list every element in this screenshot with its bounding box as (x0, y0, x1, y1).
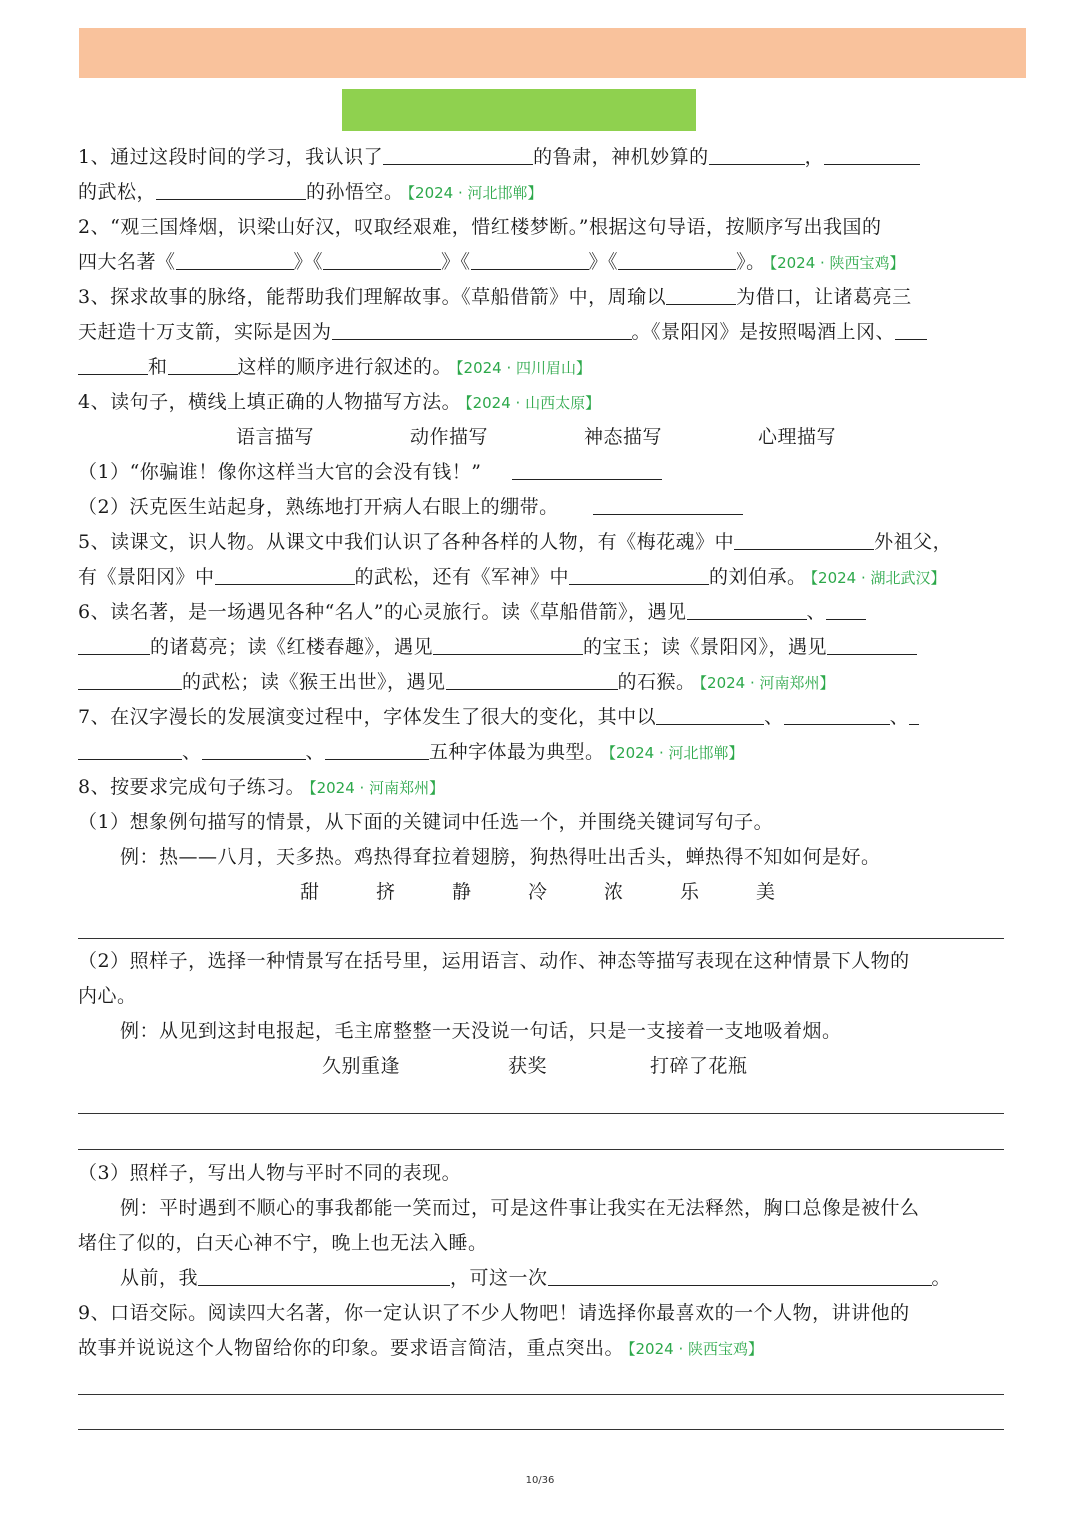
q6-blank-1[interactable] (687, 597, 807, 620)
q5-line2 (78, 560, 1004, 595)
q6-text: 的武松；读《猴王出世》，遇见 (182, 671, 446, 693)
q3-line3 (78, 350, 1004, 385)
q7-blank-3[interactable] (909, 702, 919, 725)
q1-blank-2[interactable] (709, 142, 805, 165)
scenario-option: 久别重逢 (322, 1055, 401, 1077)
q6-blank-3[interactable] (78, 632, 150, 655)
q8-p3 (78, 1156, 1004, 1191)
q5-text: 外祖父， (874, 531, 953, 553)
q2-blank-3[interactable] (471, 247, 589, 270)
q6-blank-4[interactable] (433, 632, 583, 655)
q4-blank-1[interactable] (512, 457, 662, 480)
q7-blank-5[interactable] (202, 737, 306, 760)
q8-part3-text: 从前，我 (120, 1267, 199, 1289)
q1-blank-4[interactable] (156, 177, 306, 200)
q8-part1-prompt: （1）想象例句描写的情景，从下面的关键词中任选一个，并围绕关键词写句子。 (78, 811, 774, 833)
q4-options (78, 420, 1004, 455)
q8-p1-example (78, 840, 1004, 875)
source-tag: 【2024 · 湖北武汉】 (810, 569, 946, 587)
source-tag: 【2024 · 陕西宝鸡】 (769, 254, 905, 272)
q8-part1-example: 例：热——八月，天多热。鸡热得耷拉着翅膀，狗热得吐出舌头，蝉热得不知如何是好。 (120, 846, 881, 868)
source-tag: 【2024 · 河北邯郸】 (608, 744, 744, 762)
source-tag: 【2024 · 河南郑州】 (309, 779, 445, 797)
q3-blank-1[interactable] (666, 282, 736, 305)
q8-part3-example: 例：平时遇到不顺心的事我都能一笑而过，可是这件事让我实在无法释然，胸口总像是被什么 (120, 1197, 920, 1219)
q2-line1 (78, 210, 1004, 245)
q9-line1 (78, 1296, 1004, 1331)
q4-option: 神态描写 (584, 426, 663, 448)
q7-line2 (78, 735, 1004, 770)
q4-text: 4、读句子，横线上填正确的人物描写方法。 (78, 391, 462, 413)
section-title-banner (342, 89, 696, 131)
q8-line1 (78, 770, 1004, 805)
q3-blank-5[interactable] (168, 352, 238, 375)
q4-option: 心理描写 (758, 426, 837, 448)
q2-text: 四大名著《 (78, 251, 176, 273)
q1-blank-1[interactable] (383, 142, 533, 165)
scenario-option: 打碎了花瓶 (650, 1055, 748, 1077)
q6-line2 (78, 630, 1004, 665)
q6-blank-7[interactable] (446, 667, 618, 690)
q1-line2 (78, 175, 1004, 210)
keyword: 冷 (528, 881, 548, 903)
q7-text: 、 (889, 706, 910, 728)
q8-part2-prompt: （2）照样子，选择一种情景写在括号里，运用语言、动作、神态等描写表现在这种情景下人物的 (78, 950, 910, 972)
q2-text: 》《 (441, 251, 471, 273)
scenario-option: 获奖 (508, 1055, 548, 1077)
q6-blank-6[interactable] (78, 667, 182, 690)
q2-text: 》《 (588, 251, 619, 273)
q8-part3-example: 堵住了似的，白天心神不宁，晚上也无法入睡。 (78, 1232, 488, 1254)
q7-text: 、 (305, 741, 326, 763)
q3-blank-3[interactable] (895, 317, 927, 340)
q8-text: 8、按要求完成句子练习。 (78, 776, 306, 798)
q7-blank-4[interactable] (78, 737, 182, 760)
q7-blank-2[interactable] (784, 702, 890, 725)
q5-text: 的武松，还有《军神》中 (354, 566, 570, 588)
q3-line1 (78, 280, 1004, 315)
q7-blank-1[interactable] (656, 702, 764, 725)
q3-text: 和 (148, 356, 168, 378)
q4-sentence: （2）沃克医生站起身，熟练地打开病人右眼上的绷带。 (78, 496, 559, 518)
q9-line2 (78, 1331, 1004, 1366)
q4-blank-2[interactable] (593, 492, 743, 515)
q6-text: 、 (806, 601, 827, 623)
q8-part2-prompt: 内心。 (78, 985, 137, 1007)
q8-p1-words (78, 875, 1004, 910)
keyword: 挤 (376, 881, 396, 903)
q3-blank-4[interactable] (78, 352, 148, 375)
q3-blank-2[interactable] (332, 317, 632, 340)
q3-text: 3、探求故事的脉络，能帮助我们理解故事。《草船借箭》中，周瑜以 (78, 286, 667, 308)
q8-p1 (78, 805, 1004, 840)
keyword: 美 (756, 881, 776, 903)
q8-blank-1[interactable] (198, 1263, 450, 1286)
q5-blank-2[interactable] (215, 562, 355, 585)
q3-text: 天赶造十万支箭，实际是因为 (78, 321, 332, 343)
q8-part3-text: 。 (931, 1267, 952, 1289)
q7-text: 7、在汉字漫长的发展演变过程中，字体发生了很大的变化，其中以 (78, 706, 657, 728)
q2-blank-2[interactable] (323, 247, 441, 270)
q4-sentence: （1）“你骗谁！像你这样当大官的会没有钱！” (78, 461, 482, 483)
page-number: 10/36 (525, 1475, 555, 1486)
q8-p2 (78, 944, 1004, 979)
q2-blank-1[interactable] (176, 247, 294, 270)
q1-line1 (78, 140, 1004, 175)
q2-text: 2、“观三国烽烟，识梁山好汉，叹取经艰难，惜红楼梦断。”根据这句导语，按顺序写出我国的 (78, 216, 882, 238)
answer-line[interactable] (78, 1429, 1004, 1430)
q7-text: 五种字体最为典型。 (429, 741, 605, 763)
keyword: 乐 (680, 881, 700, 903)
q7-blank-6[interactable] (325, 737, 429, 760)
q6-blank-2[interactable] (826, 597, 866, 620)
q7-text: 、 (182, 741, 202, 763)
q6-text: 的宝玉；读《景阳冈》，遇见 (583, 636, 828, 658)
q5-blank-3[interactable] (569, 562, 709, 585)
q3-text: 。《景阳冈》是按照喝酒上冈、 (631, 321, 896, 343)
source-tag: 【2024 · 山西太原】 (465, 394, 601, 412)
q2-text: 》。 (736, 251, 766, 273)
q7-text: 、 (764, 706, 784, 728)
worksheet (78, 140, 1004, 1430)
keyword: 甜 (300, 881, 320, 903)
source-tag: 【2024 · 陕西宝鸡】 (628, 1340, 763, 1358)
q3-text: 为借口，让诸葛亮三 (736, 286, 912, 308)
source-tag: 【2024 · 四川眉山】 (456, 359, 592, 377)
q6-blank-5[interactable] (827, 632, 917, 655)
q7-line1 (78, 700, 1004, 735)
q4-option: 动作描写 (410, 426, 489, 448)
q4-line1 (78, 385, 1004, 420)
q8-p3-example2 (78, 1226, 1004, 1261)
q3-line2 (78, 315, 1004, 350)
q5-blank-1[interactable] (734, 527, 874, 550)
q6-text: 6、读名著，是一场遇见各种“名人”的心灵旅行。读《草船借箭》，遇见 (78, 601, 687, 623)
q9-text: 故事并说说这个人物留给你的印象。要求语言简洁，重点突出。 (78, 1337, 625, 1359)
q1-text: 1、通过这段时间的学习，我认识了 (78, 146, 384, 168)
q2-text: 》《 (293, 251, 324, 273)
q2-line2 (78, 245, 1004, 280)
q3-text: 这样的顺序进行叙述的。 (237, 356, 453, 378)
q8-p2-words (78, 1049, 1004, 1084)
q8-part3-text: ，可这一次 (450, 1267, 548, 1289)
q5-line1 (78, 525, 1004, 560)
q6-text: 的诸葛亮；读《红楼春趣》，遇见 (150, 636, 434, 658)
q8-blank-2[interactable] (548, 1263, 932, 1286)
q9-text: 9、口语交际。阅读四大名著，你一定认识了不少人物吧！请选择你最喜欢的一个人物，讲讲他的 (78, 1302, 910, 1324)
q1-text: 的鲁肃，神机妙算的 (533, 146, 709, 168)
keyword: 浓 (604, 881, 624, 903)
q4-option: 语言描写 (236, 426, 315, 448)
q8-p2-example (78, 1014, 1004, 1049)
q1-text: 的孙悟空。 (306, 181, 404, 203)
q5-text: 的刘伯承。 (709, 566, 807, 588)
source-tag: 【2024 · 河北邯郸】 (407, 184, 543, 202)
q1-text: 的武松， (78, 181, 157, 203)
q5-text: 5、读课文，识人物。从课文中我们认识了各种各样的人物，有《梅花魂》中 (78, 531, 735, 553)
q2-blank-4[interactable] (618, 247, 736, 270)
q1-text: ， (804, 146, 825, 168)
source-tag: 【2024 · 河南郑州】 (699, 674, 835, 692)
q4-s1 (78, 455, 1004, 490)
q6-line3 (78, 665, 1004, 700)
q6-line1 (78, 595, 1004, 630)
q8-part3-prompt: （3）照样子，写出人物与平时不同的表现。 (78, 1162, 462, 1184)
q6-text: 的石猴。 (617, 671, 696, 693)
q8-p2b (78, 979, 1004, 1014)
q1-blank-3[interactable] (824, 142, 920, 165)
header-banner (79, 28, 1026, 78)
q8-part2-example: 例：从见到这封电报起，毛主席整整一天没说一句话，只是一支接着一支地吸着烟。 (120, 1020, 842, 1042)
q5-text: 有《景阳冈》中 (78, 566, 215, 588)
keyword: 静 (452, 881, 472, 903)
q8-p3-fill (78, 1261, 1004, 1296)
q4-s2 (78, 490, 1004, 525)
q8-p3-example1 (78, 1191, 1004, 1226)
